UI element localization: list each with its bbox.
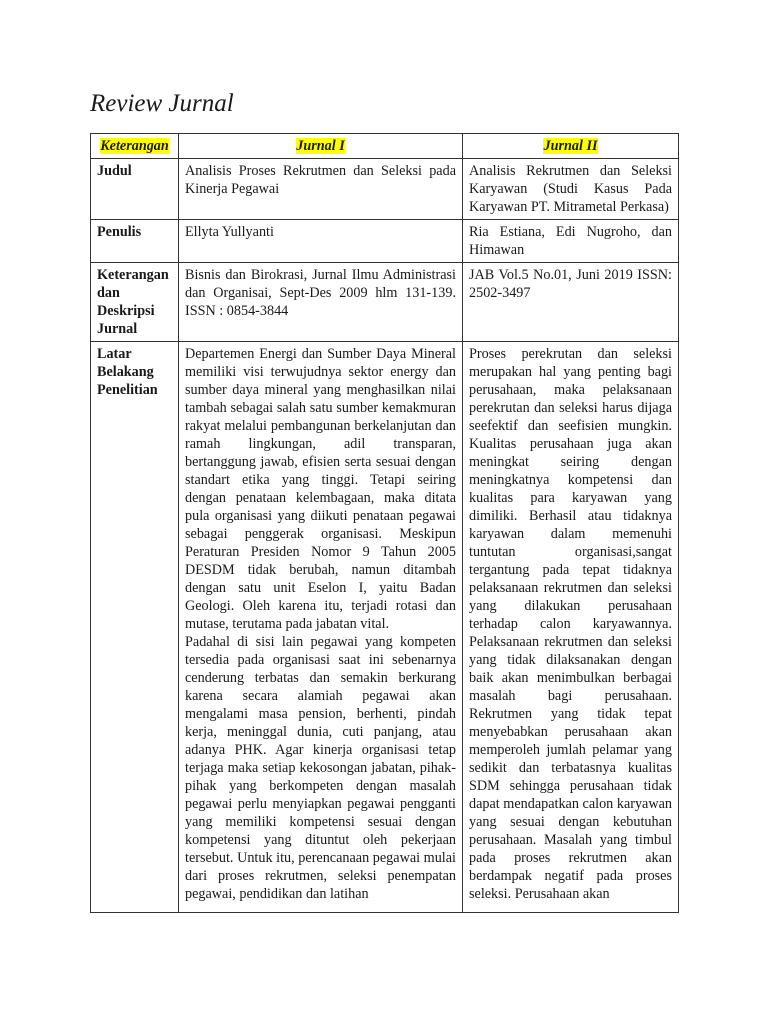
jurnal-2-body: Proses perekrutan dan seleksi merupakan hal yang penting bagi perusahaan, maka pelaksanaan perekrutan dan seleksi harus dijaga seefektif dan seefisien mungkin. Kualitas perusahaan juga akan meningkat seiring dengan meningkatnya kompetensi dan kualitas para karyawan yang dimiliki. Berhasil atau tidaknya karyawan dalam memenuhi tuntutan organisasi,sangat tergantung pada tepat tidaknya pelaksanaan rekrutmen dan seleksi yang dilakukan perusahaan terhadap calon karyawannya. Pelaksanaan rekrutmen dan seleksi yang tidak dilaksanakan dengan baik akan menimbulkan berbagai masalah bagi perusahaan. Rekrutmen yang tidak tepat menyebabkan perusahaan akan memperoleh jumlah pelamar yang sedikit dan terbatasnya kualitas SDM sehingga perusahaan tidak dapat mendapatkan calon karyawan yang sesuai dengan kebutuhan perusahaan. Masalah yang timbul pada proses rekrutmen akan berdampak negatif pada proses seleksi. Perusahaan akan [469,346,672,902]
jurnal-2-cell: Ria Estiana, Edi Nugroho, dan Himawan [463,220,679,263]
header-jurnal-1: Jurnal I [179,134,463,159]
review-table [90,133,679,913]
table-row-judul [91,159,679,220]
jurnal-1-body [185,345,456,909]
paragraph: Departemen Energi dan Sumber Daya Mineral memiliki visi terwujudnya sektor energy dan sumber daya mineral yang menghasilkan nilai tambah sebagai salah satu sumber kemakmuran rakyat melalui pembangunan berkelanjutan dan ramah lingkungan, adil transparan, bertanggung jawab, efisien serta sesuai dengan standart etika yang tinggi. Tetapi seiring dengan penataan kelembagaan, maka ditata pula organisasi yang diikuti penataan pegawai sebagai penggerak organisasi. Meskipun Peraturan Presiden Nomor 9 Tahun 2005 DESDM tidak berubah, namun ditambah dengan satu unit Eselon I, yaitu Badan Geologi. Oleh karena itu, terjadi rotasi dan mutase, terutama pada jabatan vital. [185,346,456,632]
row-label: Keterangan dan Deskripsi Jurnal [91,263,179,342]
jurnal-2-cell [463,342,679,913]
row-label: Penulis [91,220,179,263]
row-label: Judul [91,159,179,220]
row-label: Latar Belakang Penelitian [91,342,179,913]
jurnal-2-cell: JAB Vol.5 No.01, Juni 2019 ISSN: 2502-3497 [463,263,679,342]
page-title: Review Jurnal [90,90,234,117]
jurnal-1-cell [179,342,463,913]
table-row-keterangan [91,263,679,342]
table-row-penulis [91,220,679,263]
header-keterangan: Keterangan [91,134,179,159]
jurnal-1-cell: Analisis Proses Rekrutmen dan Seleksi pada Kinerja Pegawai [179,159,463,220]
table-row-latar-belakang [91,342,679,913]
table-header-row [91,134,679,159]
header-jurnal-2: Jurnal II [463,134,679,159]
jurnal-2-cell: Analisis Rekrutmen dan Seleksi Karyawan (Studi Kasus Pada Karyawan PT. Mitrametal Perkasa) [463,159,679,220]
jurnal-1-cell: Bisnis dan Birokrasi, Jurnal Ilmu Administrasi dan Organisai, Sept-Des 2009 hlm 131-139. ISSN : 0854-3844 [179,263,463,342]
jurnal-1-cell: Ellyta Yullyanti [179,220,463,263]
paragraph: Padahal di sisi lain pegawai yang kompeten tersedia pada organisasi saat ini sebenarnya cenderung terbatas dan semakin berkurang karena secara alamiah pegawai akan mengalami masa pension, berhenti, pindah kerja, meninggal dunia, cuti panjang, atau adanya PHK. Agar kinerja organisasi tetap terjaga maka setiap kekosongan jabatan, pihak-pihak yang berkompeten dengan masalah pegawai perlu menyiapkan pegawai pengganti yang memiliki kompetensi sesuai dengan kompetensi yang dituntut oleh pekerjaan tersebut. Untuk itu, perencanaan pegawai mulai dari proses rekrutmen, seleksi penempatan pegawai, pendidikan dan latihan [185,634,456,902]
